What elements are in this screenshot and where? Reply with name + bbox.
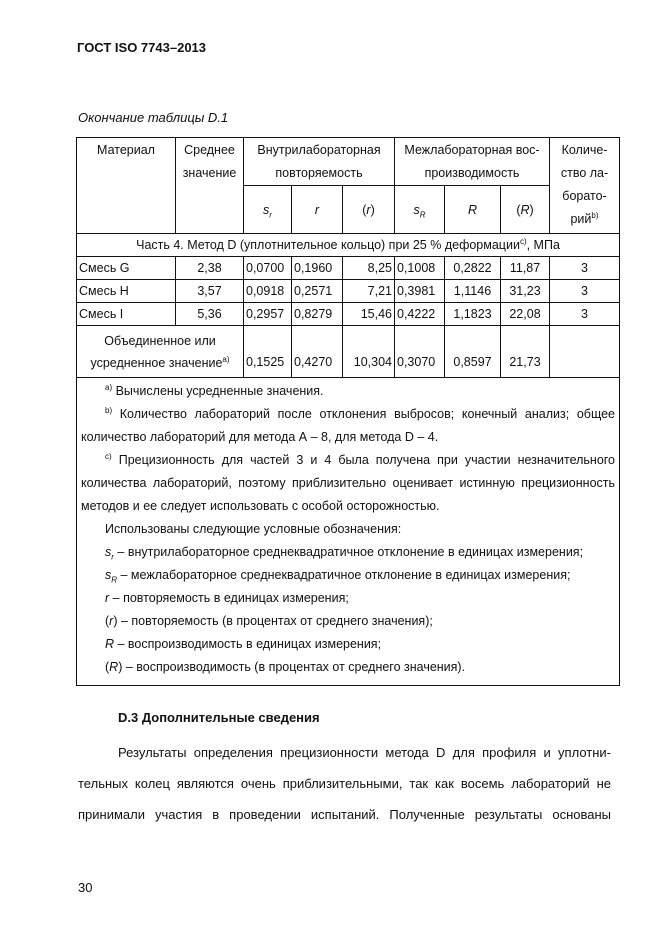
header-within-lab: Внутрилабораторная повторяемость [244,138,395,186]
cell-lab-count: 3 [550,303,620,326]
cell-mean: 3,57 [176,280,244,303]
cell-sr: 0,0700 [244,257,292,280]
body-line: Результаты определения прецизионности метода D для профиля и уплотни- [118,745,611,760]
cell-material: Смесь G [77,257,176,280]
header-between-lab: Межлабораторная вос- производимость [395,138,550,186]
cell-R: 0,2822 [445,257,501,280]
cell-R: 0,8597 [445,326,501,378]
cell-sR: 0,3981 [395,280,445,303]
cell-mean: 5,36 [176,303,244,326]
cell-sR: 0,3070 [395,326,445,378]
cell-R-percent: 11,87 [501,257,550,280]
cell-R-percent: 22,08 [501,303,550,326]
header-R: R [445,186,501,234]
table-caption: Окончание таблицы D.1 [78,110,229,125]
cell-combined-label: Объединенное или усредненное значение$^{a)}$ [77,326,244,378]
cell-material: Смесь H [77,280,176,303]
combined-row [77,326,620,378]
cell-lab-count-empty [550,326,620,378]
cell-R-percent: 31,23 [501,280,550,303]
cell-r-percent: 10,304 [343,326,395,378]
precision-table [76,137,620,686]
table-row [77,280,620,303]
note-c: $^{c)}$ Прецизионность для частей 3 и 4 была получена при участии незначительного количества лабораторий, поэтому приблизительно оценивает истинную прецизионность методов и ее следует использовать с особой осторожностью. [81,451,616,513]
cell-lab-count: 3 [550,280,620,303]
symbol-R-percent: (R) – воспроизводимость (в процентах от среднего значения). [105,660,466,674]
document-standard-header: ГОСТ ISO 7743–2013 [77,40,207,55]
cell-R: 1,1146 [445,280,501,303]
page-number: 30 [78,880,93,895]
section-row [77,234,620,257]
cell-r: 0,2571 [292,280,343,303]
symbol-r-percent: (r) – повторяемость (в процентах от среднего значения); [105,614,433,628]
table-row [77,303,620,326]
cell-sr: 0,2957 [244,303,292,326]
note-b: $^{b)}$ Количество лабораторий после отклонения выбросов; конечный анализ; общее количество лабораторий для метода А – 8, для метода D – 4. [81,405,616,444]
header-lab-count: Количе- ство ла- борато- рий$^{b)}$ [550,138,620,234]
cell-sR: 0,4222 [395,303,445,326]
header-sR: $s_R$ [395,186,445,234]
section-heading: D.3 Дополнительные сведения [118,710,320,725]
cell-lab-count: 3 [550,257,620,280]
cell-r: 0,4270 [292,326,343,378]
cell-sR: 0,1008 [395,257,445,280]
body-line: принимали участия в проведении испытаний. Полученные результаты основаны [78,807,611,822]
cell-R-percent: 21,73 [501,326,550,378]
cell-sr: 0,1525 [244,326,292,378]
cell-r: 0,1960 [292,257,343,280]
cell-sr: 0,0918 [244,280,292,303]
section-title-cell: Часть 4. Метод D (уплотнительное кольцо) при 25 % деформации$^{c)}$, МПа [77,234,620,257]
cell-R: 1,1823 [445,303,501,326]
cell-r-percent: 15,46 [343,303,395,326]
symbol-R: R – воспроизводимость в единицах измерения; [105,637,382,651]
cell-r: 0,8279 [292,303,343,326]
cell-material: Смесь I [77,303,176,326]
header-material: Материал [77,138,176,234]
header-r-percent: (r) [343,186,395,234]
symbols-intro: Использованы следующие условные обозначения: [105,522,402,536]
note-a: $^{a)}$ Вычислены усредненные значения. [105,382,324,398]
symbol-sr: $s_r$ – внутрилабораторное среднеквадратичное отклонение в единицах измерения; [105,545,584,562]
header-R-percent: (R) [501,186,550,234]
symbol-sR: $s_R$ – межлабораторное среднеквадратичное отклонение в единицах измерения; [105,568,571,585]
table-row [77,257,620,280]
header-r: r [292,186,343,234]
cell-r-percent: 7,21 [343,280,395,303]
cell-mean: 2,38 [176,257,244,280]
body-line: тельных колец являются очень приблизительными, так как восемь лабораторий не [78,776,611,791]
body-paragraph [78,737,611,830]
header-sr: $s_r$ [244,186,292,234]
table-notes [77,378,620,686]
header-mean: Среднее значение [176,138,244,234]
cell-r-percent: 8,25 [343,257,395,280]
symbol-r: r – повторяемость в единицах измерения; [105,591,349,605]
